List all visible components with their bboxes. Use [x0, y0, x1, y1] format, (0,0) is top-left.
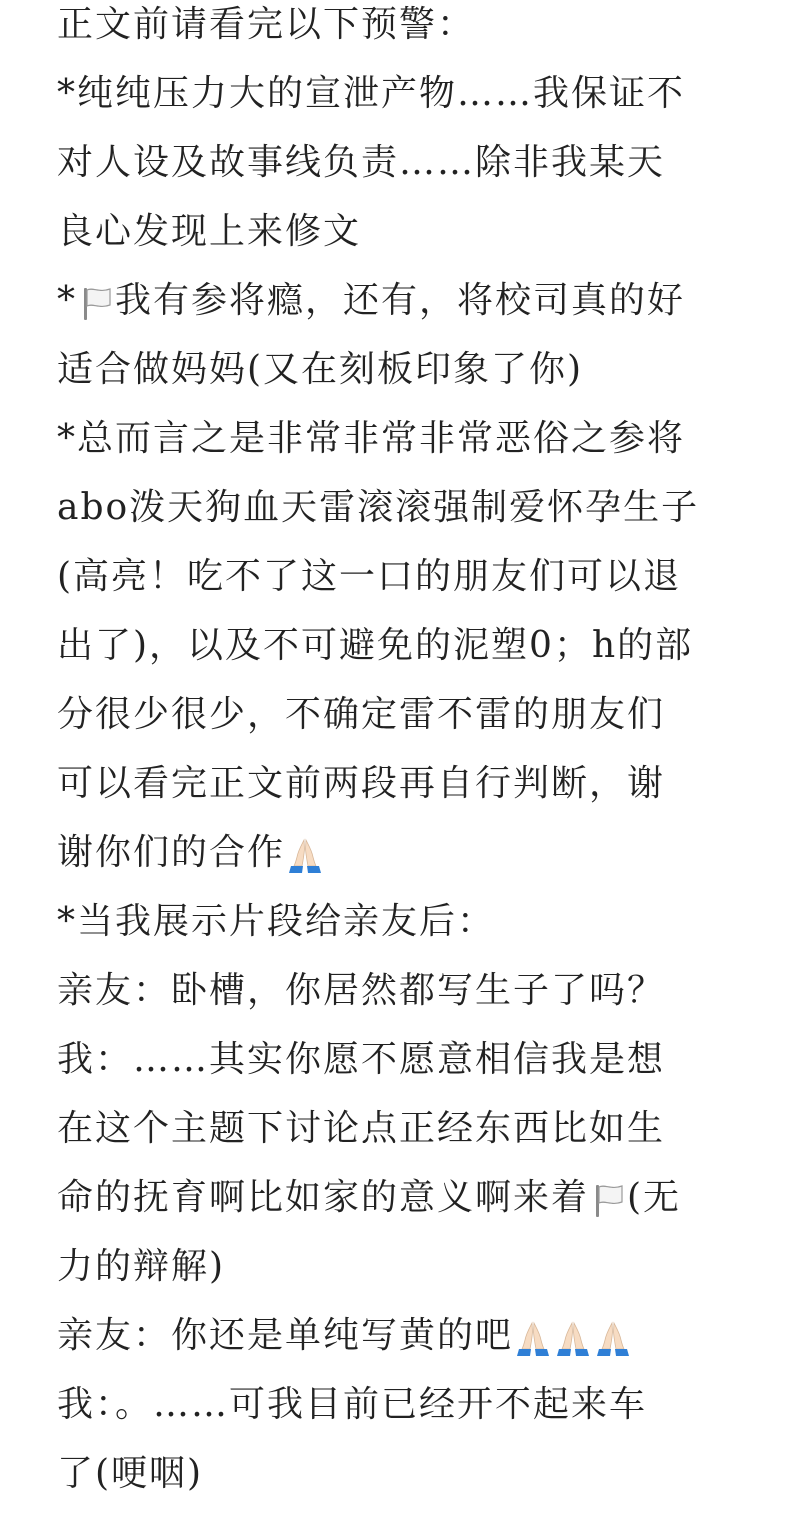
praying-hands-icon: [285, 835, 325, 875]
text-line: 分很少很少，不确定雷不雷的朋友们: [57, 694, 666, 735]
text-line: 对人设及故事线负责……除非我某天: [57, 142, 666, 183]
text-line: [57, 1163, 747, 1232]
text-segment: 命的抚育啊比如家的意义啊来着: [57, 1177, 590, 1218]
text-line: 我：。……可我目前已经开不起来车: [57, 1384, 648, 1425]
text-line: [57, 266, 747, 335]
warning-text-block: [57, 0, 747, 1508]
text-line: 力的辩解): [57, 1246, 226, 1287]
praying-hands-icon: [513, 1318, 553, 1358]
praying-hands-icon: [593, 1318, 633, 1358]
text-segment: *: [57, 280, 77, 321]
text-line: 适合做妈妈(又在刻板印象了你): [57, 349, 584, 390]
white-flag-icon: [77, 284, 115, 322]
text-line: 可以看完正文前两段再自行判断，谢: [57, 763, 666, 804]
text-line: [57, 1301, 747, 1370]
text-line: [57, 818, 747, 887]
text-line: *当我展示片段给亲友后：: [57, 901, 496, 942]
text-line: 正文前请看完以下预警：: [57, 4, 476, 45]
text-line: 亲友：卧槽，你居然都写生子了吗？: [57, 970, 666, 1011]
text-line: 了(哽咽): [57, 1453, 204, 1494]
text-segment: 亲友：你还是单纯写黄的吧: [57, 1315, 514, 1356]
text-segment: 谢你们的合作: [57, 832, 286, 873]
text-line: 良心发现上来修文: [57, 211, 362, 252]
praying-hands-icon: [553, 1318, 593, 1358]
white-flag-icon: [589, 1181, 627, 1219]
text-line: abo泼天狗血天雷滚滚强制爱怀孕生子: [57, 487, 700, 528]
text-line: *总而言之是非常非常非常恶俗之参将: [57, 418, 686, 459]
text-line: (高亮！吃不了这一口的朋友们可以退: [57, 556, 682, 597]
text-line: 我：……其实你愿不愿意相信我是想: [57, 1039, 666, 1080]
text-line: 出了)，以及不可避免的泥塑0；h的部: [57, 625, 694, 666]
text-line: *纯纯压力大的宣泄产物……我保证不: [57, 73, 686, 114]
text-segment: (无: [627, 1177, 682, 1218]
text-line: 在这个主题下讨论点正经东西比如生: [57, 1108, 666, 1149]
text-segment: 我有参将瘾，还有，将校司真的好: [115, 280, 686, 321]
